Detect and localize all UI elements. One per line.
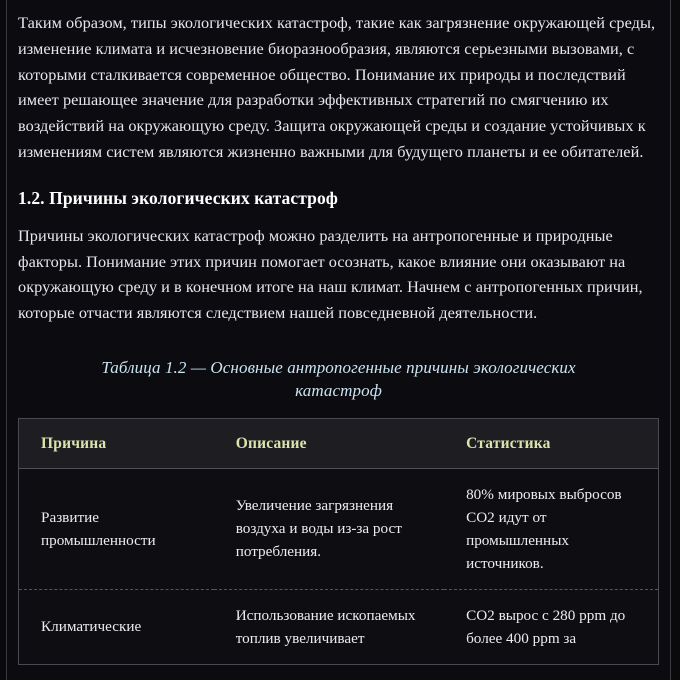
document-content xyxy=(7,0,670,665)
column-header-description: Описание xyxy=(214,418,444,468)
section-paragraph: Причины экологических катастроф можно разделить на антропогенные и природные факторы. Понимание этих причин помогает осознать, какое влияние они оказывают на окружающую среду и в конечном итоге на наш климат. Начнем с антропогенных причин, которые отчасти являются следствием нашей повседневной деятельности. xyxy=(18,225,643,323)
section-heading-1-2: 1.2. Причины экологических катастроф xyxy=(18,187,339,208)
page-left-gutter xyxy=(0,0,7,680)
column-header-statistics: Статистика xyxy=(444,418,658,468)
causes-table xyxy=(18,418,659,665)
cell-statistics: CO2 вырос с 280 ppm до более 400 ppm за xyxy=(466,606,626,647)
table-body xyxy=(19,468,659,664)
column-header-cause: Причина xyxy=(19,418,214,468)
cell-cause: Развитие промышленности xyxy=(19,468,214,589)
table-block xyxy=(18,356,659,665)
page-right-scrollbar[interactable] xyxy=(670,0,680,680)
table-row xyxy=(19,589,659,664)
table-header-row xyxy=(19,418,659,468)
intro-paragraph: Таким образом, типы экологических катастроф, такие как загрязнение окружающей среды, изменение климата и исчезновение биоразнообразия, являются серьезными вызовами, с которыми сталкивается современное общество. Понимание их природы и последствий имеет решающее значение для разработки эффективных стратегий по смягчению их воздействий на окружающую среду. Защита окружающей среды и создание устойчивых к изменениям систем являются жизненно важными для будущего планеты и ее обитателей. xyxy=(18,13,656,161)
table-caption: Таблица 1.2 — Основные антропогенные причины экологических катастроф xyxy=(101,357,576,400)
table-header xyxy=(19,418,659,468)
document-surface xyxy=(7,0,670,680)
cell-description: Увеличение загрязнения воздуха и воды из-за рост потребления. xyxy=(214,468,444,589)
cell-cause: Климатические xyxy=(41,618,142,636)
cell-statistics: 80% мировых выбросов CO2 идут от промышленных источников. xyxy=(444,468,658,589)
table-row xyxy=(19,468,659,589)
cell-description: Использование ископаемых топлив увеличивает xyxy=(235,606,416,647)
